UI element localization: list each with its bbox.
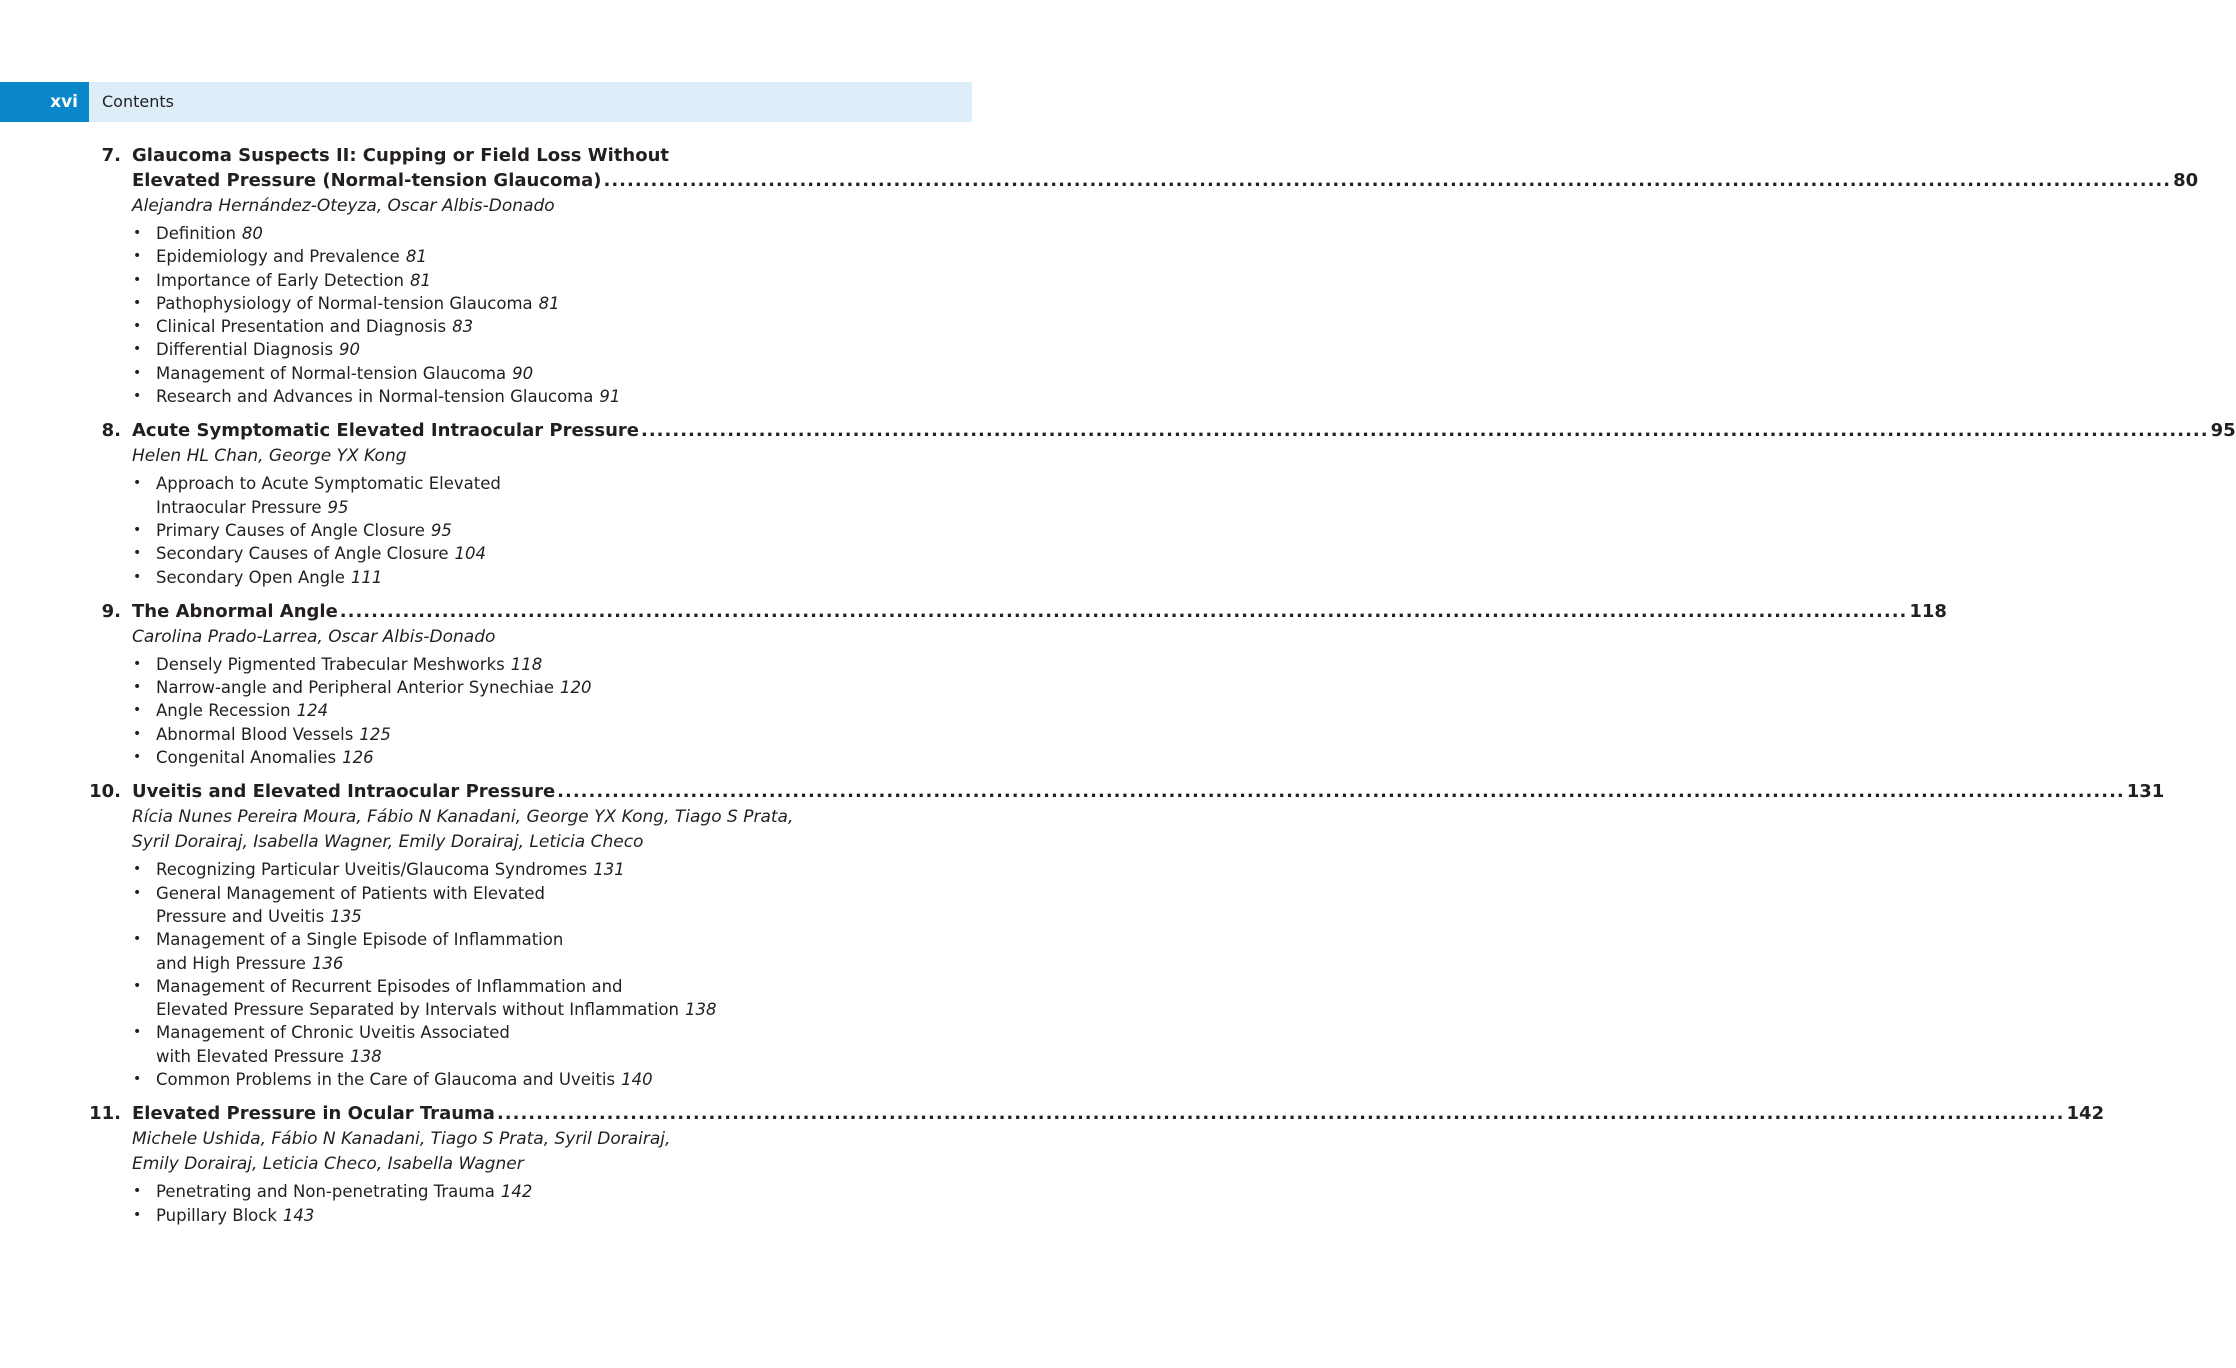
chapter-title-line (0, 418, 2236, 443)
dot-leader: ........................................................................................................................................................................................................ (557, 781, 2125, 803)
bullet-icon: • (133, 521, 142, 538)
dot-leader: ........................................................................................................................................................................................................ (496, 1103, 2065, 1125)
topic-text: Intraocular Pressure (156, 497, 322, 517)
topic-page-number: 138 (685, 1000, 717, 1020)
topic-text: with Elevated Pressure (156, 1046, 345, 1066)
topic-text: Approach to Acute Symptomatic Elevated (156, 474, 501, 494)
topic-item (133, 362, 972, 385)
topic-item (133, 292, 972, 315)
topic-page-number: 90 (339, 340, 361, 360)
topic-page-number: 95 (327, 497, 349, 517)
topic-item (156, 905, 972, 928)
bullet-icon: • (133, 655, 142, 672)
bullet-icon: • (133, 364, 142, 381)
topic-item (133, 245, 972, 268)
chapter-authors: Alejandra Hernández-Oteyza, Oscar Albis-Donado (132, 196, 555, 216)
topic-page-number: 95 (430, 520, 452, 540)
chapter-number: 10. (89, 781, 121, 803)
chapter-authors: Helen HL Chan, George YX Kong (132, 446, 407, 467)
chapter-title-leader (132, 168, 2199, 193)
topic-page-number: 118 (510, 654, 543, 674)
chapter-title-leader (132, 599, 1947, 624)
topic-item (133, 338, 972, 361)
topic-page-number: 143 (282, 1205, 315, 1225)
topic-item (133, 975, 972, 998)
chapter-authors: Carolina Prado-Larrea, Oscar Albis-Donado (132, 626, 496, 647)
topic-text: General Management of Patients with Elevated (156, 883, 546, 903)
topic-text: Differential Diagnosis (156, 340, 334, 360)
topic-page-number: 125 (359, 724, 391, 744)
topic-page-number: 104 (454, 544, 486, 564)
topic-text: Narrow-angle and Peripheral Anterior Synechiae (156, 678, 554, 698)
topic-list (0, 1180, 972, 1227)
topic-item (133, 269, 972, 292)
topic-page-number: 124 (296, 701, 329, 721)
chapter-number: 9. (101, 600, 121, 622)
bullet-icon: • (133, 931, 142, 948)
topic-text: Importance of Early Detection (156, 270, 405, 290)
topic-text: Epidemiology and Prevalence (156, 247, 400, 267)
chapter-title-line (0, 1101, 2105, 1126)
chapter-page-number: 80 (2173, 170, 2199, 191)
topic-item (133, 1021, 972, 1044)
chapter-authors: Michele Ushida, Fábio N Kanadani, Tiago S Prata, Syril Dorairaj, (132, 1129, 671, 1150)
chapter-page-number: 118 (1909, 600, 1947, 622)
topic-item (133, 519, 972, 542)
bullet-icon: • (133, 679, 142, 696)
topic-page-number: 135 (330, 906, 362, 926)
chapter-title-leader (132, 418, 2236, 443)
topic-item (156, 496, 972, 519)
topic-item (133, 882, 972, 905)
chapter-number: 11. (89, 1103, 121, 1125)
table-of-contents (0, 143, 2236, 1237)
chapter-number: 7. (101, 145, 121, 166)
chapter-page-number: 142 (2066, 1103, 2105, 1125)
bullet-icon: • (133, 1183, 142, 1200)
topic-list (0, 222, 972, 408)
bullet-icon: • (133, 568, 142, 585)
topic-text: Pressure and Uveitis (156, 906, 325, 926)
topic-list (0, 653, 972, 769)
topic-item (133, 385, 972, 408)
topic-item (133, 699, 972, 722)
topic-text: Secondary Causes of Angle Closure (156, 544, 449, 564)
topic-item (133, 1180, 972, 1203)
topic-page-number: 120 (560, 678, 592, 698)
chapter-title-line (0, 599, 1947, 624)
topic-page-number: 140 (621, 1070, 653, 1090)
bullet-icon: • (133, 702, 142, 719)
topic-text: Clinical Presentation and Diagnosis (156, 317, 447, 337)
chapter-page-number: 131 (2126, 781, 2165, 803)
topic-text: Abnormal Blood Vessels (156, 724, 354, 744)
topic-list (0, 858, 972, 1091)
topic-item (133, 472, 972, 495)
topic-page-number: 136 (311, 953, 344, 973)
topic-item (133, 858, 972, 881)
topic-item (133, 566, 972, 589)
topic-text: Management of Recurrent Episodes of Inflammation and (156, 976, 623, 996)
bullet-icon: • (133, 1024, 142, 1041)
topic-item (133, 222, 972, 245)
topic-text: Angle Recession (156, 701, 291, 721)
bullet-icon: • (133, 248, 142, 265)
chapter-page-number: 95 (2210, 420, 2236, 442)
topic-text: Common Problems in the Care of Glaucoma and Uveitis (156, 1070, 616, 1090)
chapter-authors: Emily Dorairaj, Leticia Checo, Isabella Wagner (132, 1154, 524, 1175)
chapter-title-leader (132, 779, 2165, 804)
chapter-entry (0, 779, 2165, 1091)
bullet-icon: • (133, 1071, 142, 1088)
topic-text: Elevated Pressure Separated by Intervals without Inflammation (156, 1000, 679, 1020)
page-header (0, 82, 972, 122)
topic-text: Recognizing Particular Uveitis/Glaucoma Syndromes (156, 860, 588, 880)
chapter-title-line (0, 143, 972, 168)
chapter-entry (0, 418, 2236, 588)
bullet-icon: • (133, 725, 142, 742)
topic-item (133, 542, 972, 565)
chapter-title-text: Glaucoma Suspects II: Cupping or Field Loss Without (132, 145, 670, 166)
page-number-label: xvi (0, 82, 89, 122)
chapter-authors: Rícia Nunes Pereira Moura, Fábio N Kanadani, George YX Kong, Tiago S Prata, (132, 807, 794, 828)
dot-leader: ........................................................................................................................................................................................................ (641, 420, 2209, 442)
topic-text: Pupillary Block (156, 1205, 277, 1225)
bullet-icon: • (133, 341, 142, 358)
topic-text: Primary Causes of Angle Closure (156, 520, 425, 540)
topic-item (133, 746, 972, 769)
dot-leader: ........................................................................................................................................................................................................ (603, 170, 2172, 191)
chapter-title-text: Acute Symptomatic Elevated Intraocular Pressure (132, 420, 639, 442)
topic-item (133, 928, 972, 951)
topic-page-number: 126 (342, 748, 374, 768)
chapter-entry (0, 143, 2199, 408)
chapter-authors: Syril Dorairaj, Isabella Wagner, Emily Dorairaj, Leticia Checo (132, 832, 644, 853)
topic-page-number: 91 (599, 387, 621, 407)
bullet-icon: • (133, 388, 142, 405)
chapter-title-text: Elevated Pressure in Ocular Trauma (132, 1103, 495, 1125)
chapter-title-text: The Abnormal Angle (132, 600, 338, 622)
topic-text: Management of Chronic Uveitis Associated (156, 1023, 510, 1043)
chapter-title-line (0, 168, 2199, 193)
bullet-icon: • (133, 749, 142, 766)
bullet-icon: • (133, 545, 142, 562)
dot-leader: ........................................................................................................................................................................................................ (339, 600, 1908, 622)
chapter-title-line (0, 779, 2165, 804)
topic-page-number: 81 (538, 293, 560, 313)
topic-page-number: 81 (405, 247, 427, 267)
bullet-icon: • (133, 884, 142, 901)
chapter-title-text: Uveitis and Elevated Intraocular Pressure (132, 781, 556, 803)
topic-item (133, 723, 972, 746)
topic-text: Penetrating and Non-penetrating Trauma (156, 1182, 495, 1202)
bullet-icon: • (133, 475, 142, 492)
topic-text: Pathophysiology of Normal-tension Glaucoma (156, 293, 533, 313)
chapter-title-text: Elevated Pressure (Normal-tension Glaucoma) (132, 170, 602, 191)
topic-list (0, 472, 972, 588)
bullet-icon: • (133, 294, 142, 311)
bullet-icon: • (133, 271, 142, 288)
topic-item (156, 1045, 972, 1068)
topic-page-number: 111 (350, 567, 383, 587)
chapter-entry (0, 599, 1947, 769)
topic-page-number: 90 (512, 363, 534, 383)
topic-page-number: 81 (410, 270, 432, 290)
topic-text: Secondary Open Angle (156, 567, 345, 587)
topic-item (133, 676, 972, 699)
topic-text: Congenital Anomalies (156, 748, 337, 768)
chapter-title-leader (132, 1101, 2105, 1126)
topic-text: Management of a Single Episode of Inflammation (156, 930, 564, 950)
topic-text: Definition (156, 224, 236, 243)
bullet-icon: • (133, 318, 142, 335)
bullet-icon: • (133, 977, 142, 994)
topic-page-number: 138 (350, 1046, 382, 1066)
topic-item (133, 315, 972, 338)
topic-item (156, 952, 972, 975)
bullet-icon: • (133, 225, 142, 241)
topic-text: and High Pressure (156, 953, 306, 973)
topic-page-number: 80 (241, 224, 263, 243)
chapter-number: 8. (101, 420, 121, 442)
topic-page-number: 131 (593, 860, 625, 880)
topic-text: Management of Normal-tension Glaucoma (156, 363, 507, 383)
chapter-entry (0, 1101, 2105, 1227)
topic-text: Densely Pigmented Trabecular Meshworks (156, 654, 505, 674)
topic-item (133, 653, 972, 676)
topic-item (133, 1068, 972, 1091)
topic-page-number: 83 (452, 317, 474, 337)
topic-item (156, 998, 972, 1021)
topic-item (133, 1204, 972, 1227)
bullet-icon: • (133, 1206, 142, 1223)
topic-text: Research and Advances in Normal-tension Glaucoma (156, 387, 594, 407)
topic-page-number: 142 (500, 1182, 533, 1202)
bullet-icon: • (133, 861, 142, 878)
section-title: Contents (102, 92, 174, 111)
